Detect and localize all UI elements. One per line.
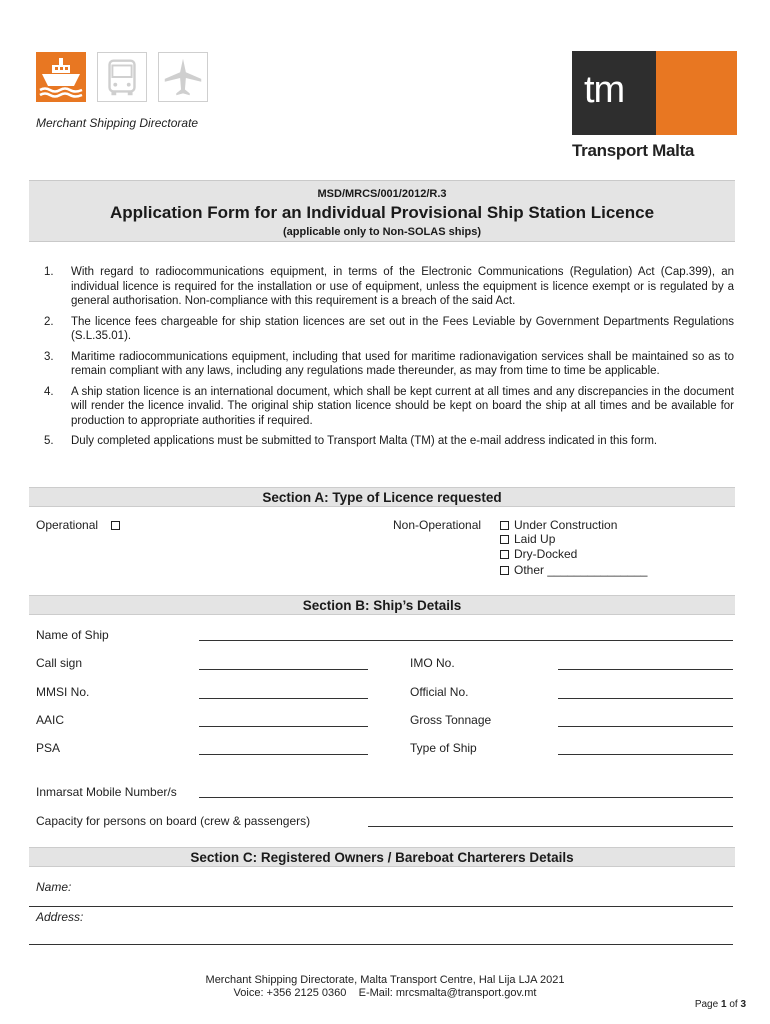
laid-up-checkbox[interactable]	[500, 535, 509, 544]
inmarsat-label: Inmarsat Mobile Number/s	[36, 785, 177, 799]
form-subtitle: (applicable only to Non-SOLAS ships)	[282, 226, 481, 238]
note-number: 4.	[44, 385, 54, 398]
owner-name-label: Name:	[36, 880, 72, 894]
logo-name: Transport Malta	[572, 141, 695, 160]
page-of: of	[729, 999, 738, 1010]
non-operational-label: Non-Operational	[393, 518, 482, 532]
psa-field[interactable]	[199, 754, 368, 755]
imo-no-field[interactable]	[558, 669, 733, 670]
other-checkbox[interactable]	[500, 566, 509, 575]
owner-address-field[interactable]	[29, 944, 733, 945]
type-of-ship-label: Type of Ship	[410, 741, 477, 755]
note-text: With regard to radiocommunications equipment, in terms of the Electronic Communications (Regulation) Act (Cap.399), an individual licence is required for the installation or use of equipment, unless the equipment is licence exempt or is regulated by a general authorisation. Non-compliance with this requirement is a breach of the said Act.	[71, 266, 734, 307]
dry-docked-checkbox[interactable]	[500, 550, 509, 559]
mmsi-no-label: MMSI No.	[36, 685, 90, 699]
logo-text: tm	[584, 69, 625, 111]
note-number: 3.	[44, 350, 54, 363]
option-laid-up	[500, 532, 555, 546]
page-total: 3	[740, 999, 746, 1010]
owner-address-label: Address:	[36, 910, 84, 924]
page-number	[695, 999, 746, 1010]
footer-address: Merchant Shipping Directorate, Malta Transport Centre, Hal Lija LJA 2021	[205, 974, 565, 986]
aaic-field[interactable]	[199, 726, 368, 727]
official-no-label: Official No.	[410, 685, 469, 699]
form-title: Application Form for an Individual Provisional Ship Station Licence	[109, 203, 655, 222]
mmsi-no-field[interactable]	[199, 698, 368, 699]
note-item	[44, 385, 734, 429]
option-label: Other _______________	[514, 563, 648, 577]
note-item	[44, 315, 734, 344]
option-dry-docked	[500, 547, 577, 561]
option-label: Dry-Docked	[514, 547, 578, 561]
call-sign-field[interactable]	[199, 669, 368, 670]
option-label: Laid Up	[514, 532, 556, 546]
directorate-label: Merchant Shipping Directorate	[36, 116, 199, 130]
psa-label: PSA	[36, 741, 61, 755]
under-construction-checkbox[interactable]	[500, 521, 509, 530]
name-of-ship-label: Name of Ship	[36, 628, 109, 642]
type-of-ship-field[interactable]	[558, 754, 733, 755]
inmarsat-field[interactable]	[199, 797, 733, 798]
page-prefix: Page	[694, 999, 719, 1010]
note-number: 1.	[44, 266, 54, 278]
bus-icon	[97, 52, 147, 102]
transport-malta-logo	[572, 51, 737, 135]
capacity-field[interactable]	[368, 826, 733, 827]
note-item	[44, 434, 734, 449]
name-of-ship-field[interactable]	[199, 640, 733, 641]
operational-label: Operational	[36, 518, 99, 532]
option-under-construction	[500, 518, 617, 532]
operational-checkbox[interactable]	[111, 521, 120, 530]
imo-no-label: IMO No.	[410, 656, 455, 670]
notes-list	[44, 265, 734, 455]
title-box	[29, 180, 735, 242]
option-other	[500, 563, 647, 577]
section-c-header: Section C: Registered Owners / Bareboat Charterers Details	[29, 847, 735, 867]
option-label: Under Construction	[514, 518, 618, 532]
note-text: Maritime radiocommunications equipment, including that used for maritime radionavigation services shall be maintained so as to remain compliant with any laws, including any regulations made thereunder, as may from time to time be applicable.	[71, 350, 734, 377]
gross-tonnage-label: Gross Tonnage	[410, 713, 492, 727]
capacity-label: Capacity for persons on board (crew & passengers)	[36, 814, 311, 828]
official-no-field[interactable]	[558, 698, 733, 699]
form-reference: MSD/MRCS/001/2012/R.3	[317, 188, 447, 200]
owner-name-field[interactable]	[29, 906, 733, 907]
note-number: 5.	[44, 435, 54, 447]
footer-contact: Voice: +356 2125 0360 E-Mail: mrcsmalta@transport.gov.mt	[233, 987, 537, 999]
gross-tonnage-field[interactable]	[558, 726, 733, 727]
operational-option	[36, 518, 125, 532]
note-text: The licence fees chargeable for ship station licences are set out in the Fees Leviable by Government Departments Regulations (S.L.35.01).	[71, 315, 734, 342]
page-current: 1	[720, 999, 727, 1010]
ship-icon	[36, 52, 86, 102]
note-item	[44, 265, 734, 309]
note-text: Duly completed applications must be submitted to Transport Malta (TM) at the e-mail address indicated in this form.	[71, 435, 658, 447]
note-number: 2.	[44, 315, 54, 328]
note-item	[44, 350, 734, 379]
call-sign-label: Call sign	[36, 656, 83, 670]
plane-icon	[158, 52, 208, 102]
note-text: A ship station licence is an international document, which shall be kept current at all times and any discrepancies in the document will render the licence invalid. The original ship station licence should be kept on board the ship at all times and be available for production to appropriate authorities if required.	[71, 385, 734, 427]
section-b-header: Section B: Ship’s Details	[29, 595, 735, 615]
section-a-header: Section A: Type of Licence requested	[29, 487, 735, 507]
aaic-label: AAIC	[36, 713, 65, 727]
